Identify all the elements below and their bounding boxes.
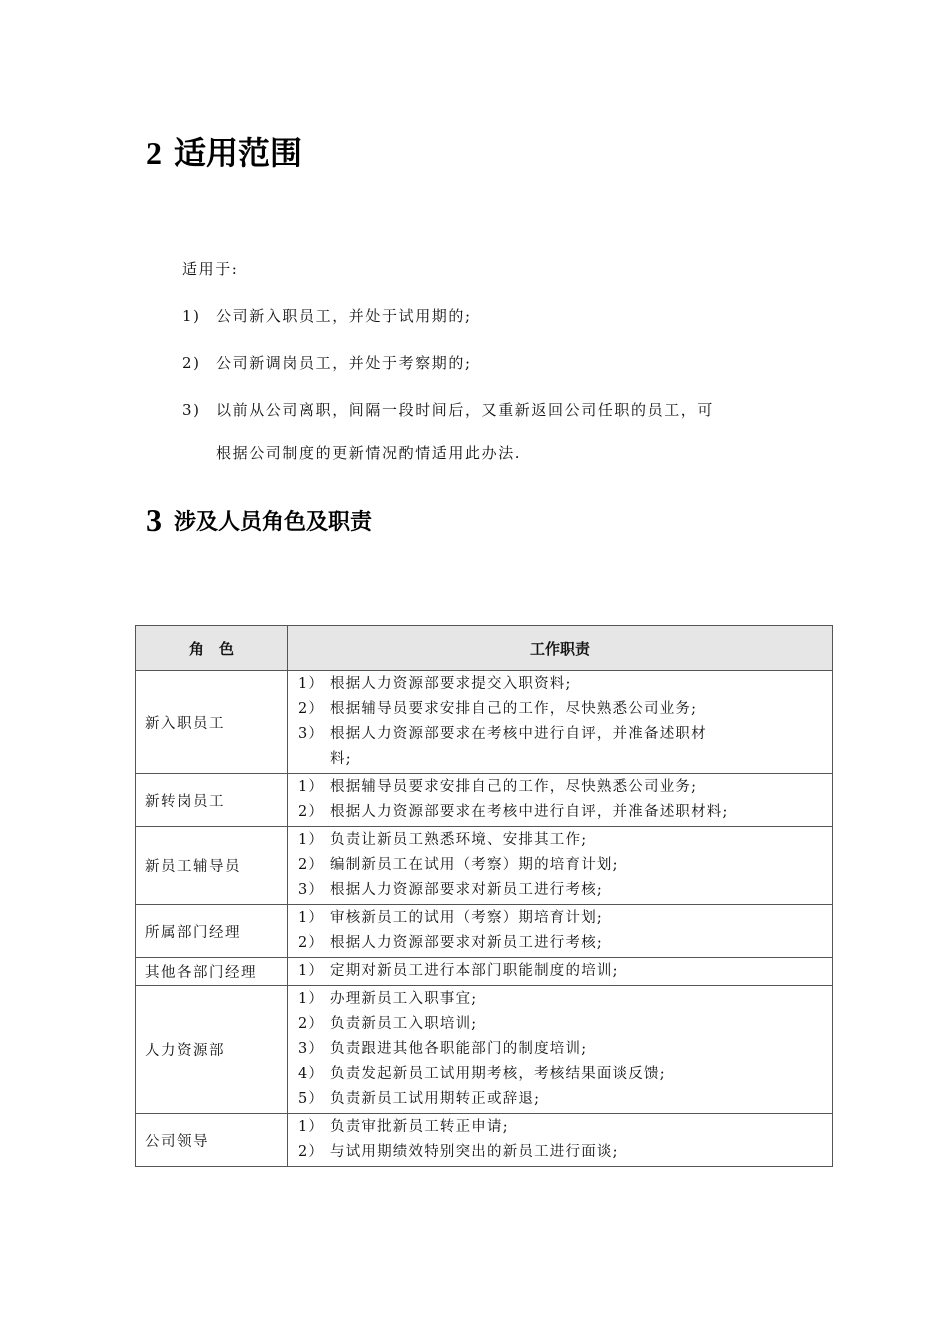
duty-text: 根据人力资源部要求提交入职资料;: [330, 676, 572, 692]
table-row: [136, 905, 833, 958]
duty-item: [298, 1140, 828, 1165]
list-item: [182, 352, 472, 373]
duty-number: 2）: [298, 1144, 325, 1160]
duty-text: 负责审批新员工转正申请;: [330, 1119, 509, 1135]
role-cell: 所属部门经理: [136, 905, 288, 958]
duty-number: 4）: [298, 1066, 325, 1082]
duty-item: [298, 697, 828, 722]
duty-item: [298, 1087, 828, 1112]
section-title: 适用范围: [174, 134, 303, 172]
duty-number: 1）: [298, 832, 325, 848]
duty-item: [298, 1037, 828, 1062]
duty-number: 2）: [298, 857, 325, 873]
role-cell: 公司领导: [136, 1114, 288, 1167]
duty-item: [298, 800, 828, 825]
duty-item: [298, 906, 828, 931]
duty-text: 根据人力资源部要求在考核中进行自评，并准备述职材料;: [330, 804, 729, 820]
duty-text: 与试用期绩效特别突出的新员工进行面谈;: [330, 1144, 619, 1160]
table-header-row: [136, 626, 833, 671]
duty-text: 办理新员工入职事宜;: [330, 991, 478, 1007]
duty-number: 2）: [298, 1016, 325, 1032]
duty-text: 负责跟进其他各职能部门的制度培训;: [330, 1041, 588, 1057]
section-number: 3: [146, 502, 162, 538]
duty-number: 5）: [298, 1091, 325, 1107]
duty-cell: [288, 1114, 833, 1167]
list-text-continuation: 根据公司制度的更新情况酌情适用此办法.: [216, 444, 522, 462]
list-number: 2): [182, 354, 201, 372]
list-text: 公司新调岗员工，并处于考察期的;: [216, 354, 472, 372]
duty-text: 负责让新员工熟悉环境、安排其工作;: [330, 832, 588, 848]
header-role: 角 色: [136, 626, 288, 671]
intro-text: 适用于:: [182, 260, 239, 278]
duty-number: 1）: [298, 991, 325, 1007]
duty-item: [298, 1012, 828, 1037]
duty-cell: [288, 671, 833, 774]
duty-item: [298, 828, 828, 853]
list-text: 以前从公司离职，间隔一段时间后，又重新返回公司任职的员工，可: [216, 401, 715, 419]
duty-item: [298, 878, 828, 903]
roles-table: [135, 625, 833, 1167]
role-cell: 新转岗员工: [136, 774, 288, 827]
role-cell: 其他各部门经理: [136, 958, 288, 986]
header-duty: 工作职责: [288, 626, 833, 671]
section-3-heading: [146, 502, 372, 539]
duty-cell: [288, 986, 833, 1114]
duty-cell: [288, 905, 833, 958]
duty-text: 编制新员工在试用（考察）期的培育计划;: [330, 857, 619, 873]
duty-text: 负责新员工入职培训;: [330, 1016, 478, 1032]
table-row: [136, 671, 833, 774]
duty-item: [298, 959, 828, 984]
duty-number: 2）: [298, 701, 325, 717]
duty-item: [298, 987, 828, 1012]
duty-item: [298, 1062, 828, 1087]
duty-item: [298, 1115, 828, 1140]
table-row: [136, 1114, 833, 1167]
duty-number: 1）: [298, 779, 325, 795]
role-cell: 人力资源部: [136, 986, 288, 1114]
duty-number: 1）: [298, 910, 325, 926]
duty-number: 3）: [298, 1041, 325, 1057]
list-number: 3): [182, 401, 201, 419]
duty-item: [298, 722, 828, 747]
duty-cell: [288, 774, 833, 827]
duty-text: 审核新员工的试用（考察）期培育计划;: [330, 910, 603, 926]
duty-text: 负责新员工试用期转正或辞退;: [330, 1091, 541, 1107]
table-row: [136, 827, 833, 905]
table-row: [136, 958, 833, 986]
duty-text: 根据人力资源部要求对新员工进行考核;: [330, 935, 603, 951]
duty-text: 料;: [330, 751, 352, 767]
role-cell: 新入职员工: [136, 671, 288, 774]
table-body: [136, 671, 833, 1167]
duty-item: [298, 672, 828, 697]
duty-number: 3）: [298, 726, 325, 742]
duty-item: [298, 853, 828, 878]
duty-text: 根据人力资源部要求对新员工进行考核;: [330, 882, 603, 898]
duty-text: 根据辅导员要求安排自己的工作，尽快熟悉公司业务;: [330, 701, 698, 717]
section-title: 涉及人员角色及职责: [174, 510, 373, 535]
section-number: 2: [146, 135, 162, 171]
duty-cell: [288, 958, 833, 986]
list-item: [182, 305, 472, 326]
duty-number: 1）: [298, 963, 325, 979]
duty-cell: [288, 827, 833, 905]
list-number: 1): [182, 307, 201, 325]
table-row: [136, 986, 833, 1114]
duty-number: 1）: [298, 676, 325, 692]
list-text: 公司新入职员工，并处于试用期的;: [216, 307, 472, 325]
duty-number: 1）: [298, 1119, 325, 1135]
table-row: [136, 774, 833, 827]
section-2-heading: [146, 128, 302, 174]
duty-text: 定期对新员工进行本部门职能制度的培训;: [330, 963, 619, 979]
duty-item: [298, 931, 828, 956]
duty-text: 根据辅导员要求安排自己的工作，尽快熟悉公司业务;: [330, 779, 698, 795]
duty-number: 2）: [298, 804, 325, 820]
list-item: [182, 399, 714, 463]
duty-item: [298, 747, 828, 772]
role-cell: 新员工辅导员: [136, 827, 288, 905]
duty-number: 3）: [298, 882, 325, 898]
duty-item: [298, 775, 828, 800]
duty-text: 负责发起新员工试用期考核，考核结果面谈反馈;: [330, 1066, 666, 1082]
duty-text: 根据人力资源部要求在考核中进行自评，并准备述职材: [330, 726, 707, 742]
duty-number: 2）: [298, 935, 325, 951]
